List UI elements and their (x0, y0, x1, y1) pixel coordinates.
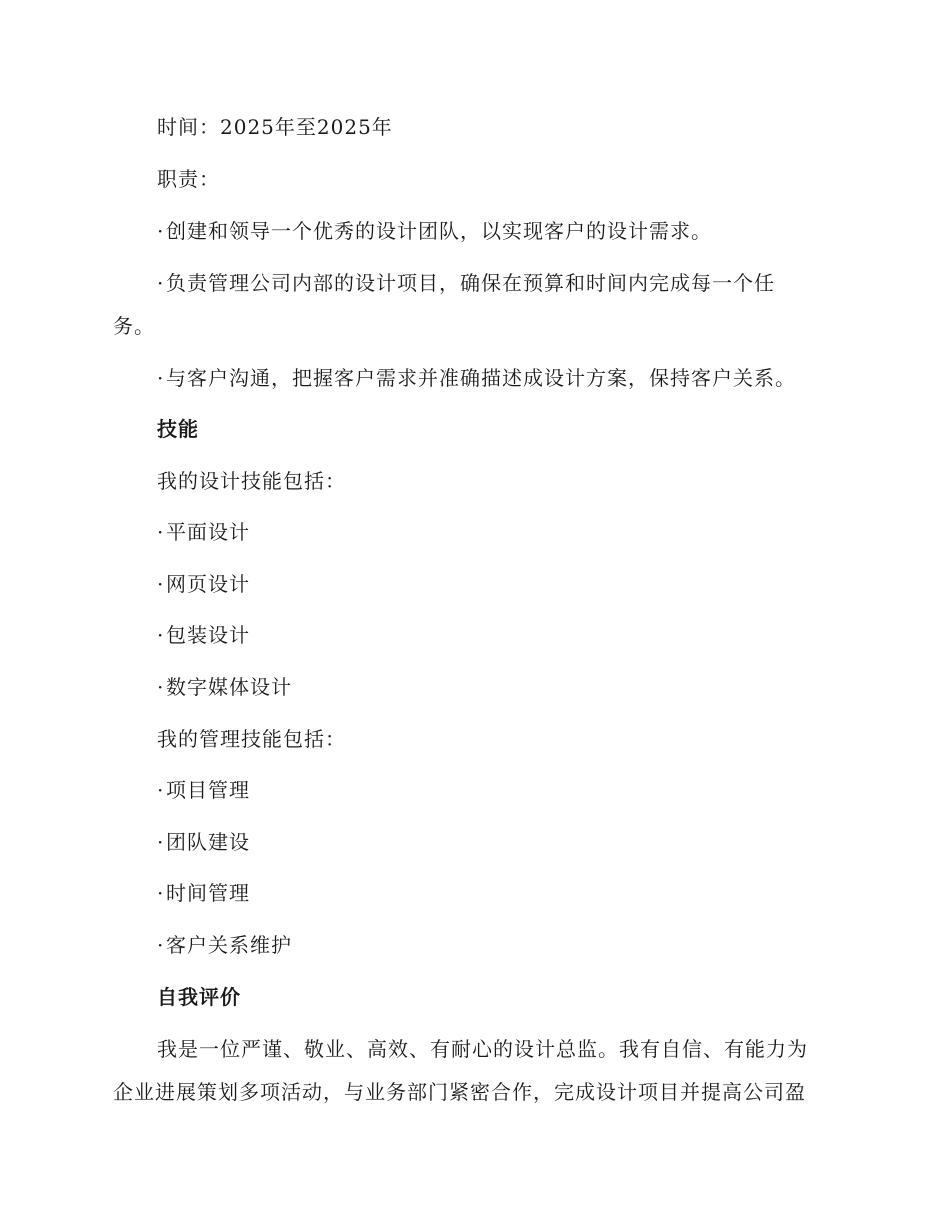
management-skills-intro: 我的管理技能包括： (157, 727, 346, 751)
duty-item-text: 创建和领导一个优秀的设计团队，以实现客户的设计需求。 (166, 219, 712, 243)
design-skill-item (157, 622, 250, 648)
duty-item-text: 负责管理公司内部的设计项目，确保在预算和时间内完成每一个任 (166, 271, 775, 295)
time-line: 时间：2025年至2025年 (157, 115, 393, 139)
management-skill-text: 项目管理 (166, 778, 250, 802)
design-skill-text: 数字媒体设计 (166, 675, 292, 699)
management-skill-item (157, 932, 292, 958)
bullet-icon: · (157, 933, 165, 957)
design-skill-text: 平面设计 (166, 520, 250, 544)
self-evaluation-paragraph-line: 我是一位严谨、敬业、高效、有耐心的设计总监。我有自信、有能力为 (157, 1037, 808, 1061)
bullet-icon: · (157, 830, 165, 854)
design-skill-text: 网页设计 (166, 572, 250, 596)
management-skill-item (157, 880, 250, 906)
management-skill-text: 团队建设 (166, 830, 250, 854)
bullet-icon: · (157, 675, 165, 699)
management-skill-text: 时间管理 (166, 881, 250, 905)
duties-label: 职责： (157, 167, 220, 191)
bullet-icon: · (157, 271, 165, 295)
bullet-icon: · (157, 778, 165, 802)
management-skill-text: 客户关系维护 (166, 933, 292, 957)
skills-heading: 技能 (157, 417, 199, 441)
self-evaluation-heading: 自我评价 (157, 985, 241, 1009)
bullet-icon: · (157, 520, 165, 544)
bullet-icon: · (157, 572, 165, 596)
bullet-icon: · (157, 881, 165, 905)
duty-item (157, 365, 796, 391)
management-skill-item (157, 777, 250, 803)
duty-item-continuation: 务。 (113, 314, 155, 338)
bullet-icon: · (157, 623, 165, 647)
management-skill-item (157, 829, 250, 855)
self-evaluation-paragraph-line: 企业进展策划多项活动，与业务部门紧密合作，完成设计项目并提高公司盈 (113, 1080, 806, 1104)
duty-item (157, 218, 712, 244)
design-skill-item (157, 519, 250, 545)
design-skills-intro: 我的设计技能包括： (157, 469, 346, 493)
design-skill-text: 包装设计 (166, 623, 250, 647)
duty-item (157, 270, 775, 296)
bullet-icon: · (157, 219, 165, 243)
duty-item-text: 与客户沟通，把握客户需求并准确描述成设计方案，保持客户关系。 (166, 366, 796, 390)
bullet-icon: · (157, 366, 165, 390)
design-skill-item (157, 571, 250, 597)
design-skill-item (157, 674, 292, 700)
